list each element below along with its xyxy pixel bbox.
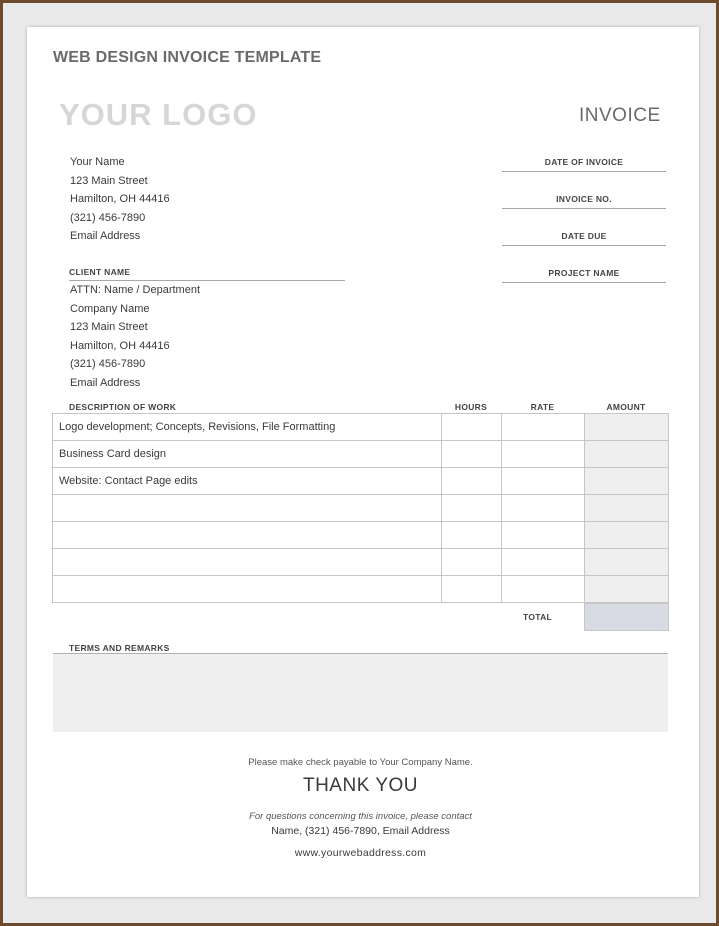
project-name-label: PROJECT NAME [502, 268, 666, 283]
rate-cell[interactable] [502, 549, 585, 576]
rate-cell[interactable] [502, 414, 585, 441]
client-company: Company Name [70, 302, 150, 315]
logo-placeholder: YOUR LOGO [59, 97, 258, 132]
hours-cell[interactable] [442, 441, 502, 468]
amount-cell[interactable] [585, 414, 669, 441]
description-cell[interactable] [53, 522, 442, 549]
description-cell[interactable] [53, 549, 442, 576]
table-row [53, 549, 669, 576]
invoice-number-label: INVOICE NO. [502, 194, 666, 209]
work-table-body [53, 414, 669, 603]
contact-info: Name, (321) 456-7890, Email Address [271, 825, 450, 837]
description-cell[interactable] [53, 576, 442, 603]
hours-cell[interactable] [442, 549, 502, 576]
sender-phone: (321) 456-7890 [70, 211, 146, 224]
thank-you: THANK YOU [302, 775, 418, 796]
sender-name: Your Name [70, 156, 125, 168]
hours-cell[interactable] [442, 414, 502, 441]
amount-header: AMOUNT [606, 402, 646, 412]
description-header: DESCRIPTION OF WORK [69, 402, 177, 412]
client-address [70, 281, 200, 392]
client-street: 123 Main Street [70, 321, 148, 333]
hours-cell[interactable] [442, 468, 502, 495]
amount-cell[interactable] [585, 468, 669, 495]
client-name-label: CLIENT NAME [69, 267, 345, 281]
amount-cell[interactable] [585, 549, 669, 576]
client-attn: ATTN: Name / Department [70, 284, 200, 296]
questions-note: For questions concerning this invoice, please contact [249, 811, 472, 822]
rate-cell[interactable] [502, 441, 585, 468]
hours-header: HOURS [454, 402, 488, 412]
amount-cell[interactable] [585, 495, 669, 522]
hours-cell[interactable] [442, 522, 502, 549]
hours-cell[interactable] [442, 576, 502, 603]
hours-cell[interactable] [442, 495, 502, 522]
description-cell[interactable]: Website: Contact Page edits [53, 468, 442, 495]
sender-email: Email Address [70, 230, 141, 242]
date-of-invoice-label: DATE OF INVOICE [502, 157, 666, 172]
table-row [53, 414, 669, 441]
date-due-label: DATE DUE [502, 231, 666, 246]
rate-cell[interactable] [502, 576, 585, 603]
table-row [53, 441, 669, 468]
total-label: TOTAL [523, 612, 553, 622]
rate-cell[interactable] [502, 468, 585, 495]
description-cell[interactable]: Logo development; Concepts, Revisions, File Formatting [53, 414, 442, 441]
sender-street: 123 Main Street [70, 174, 148, 187]
description-cell[interactable]: Business Card design [53, 441, 442, 468]
client-email: Email Address [70, 376, 141, 389]
client-city: Hamilton, OH 44416 [70, 339, 170, 352]
invoice-heading: INVOICE [579, 105, 661, 126]
sender-city: Hamilton, OH 44416 [70, 193, 170, 205]
rate-header: RATE [530, 402, 555, 412]
client-phone: (321) 456-7890 [70, 358, 146, 370]
table-row [53, 576, 669, 603]
table-row [53, 522, 669, 549]
table-row [53, 468, 669, 495]
web-address: www.yourwebaddress.com [294, 847, 427, 859]
invoice-page [27, 27, 699, 897]
rate-cell[interactable] [502, 522, 585, 549]
payable-note: Please make check payable to Your Company Name. [248, 757, 473, 768]
terms-remarks-box[interactable] [53, 653, 668, 732]
table-row [53, 495, 669, 522]
description-cell[interactable] [53, 495, 442, 522]
work-table [52, 413, 669, 603]
terms-label: TERMS AND REMARKS [69, 643, 170, 653]
amount-cell[interactable] [585, 522, 669, 549]
sender-address [70, 153, 170, 246]
amount-cell[interactable] [585, 576, 669, 603]
total-amount-cell[interactable] [584, 603, 669, 631]
document-title: WEB DESIGN INVOICE TEMPLATE [53, 49, 322, 66]
amount-cell[interactable] [585, 441, 669, 468]
rate-cell[interactable] [502, 495, 585, 522]
